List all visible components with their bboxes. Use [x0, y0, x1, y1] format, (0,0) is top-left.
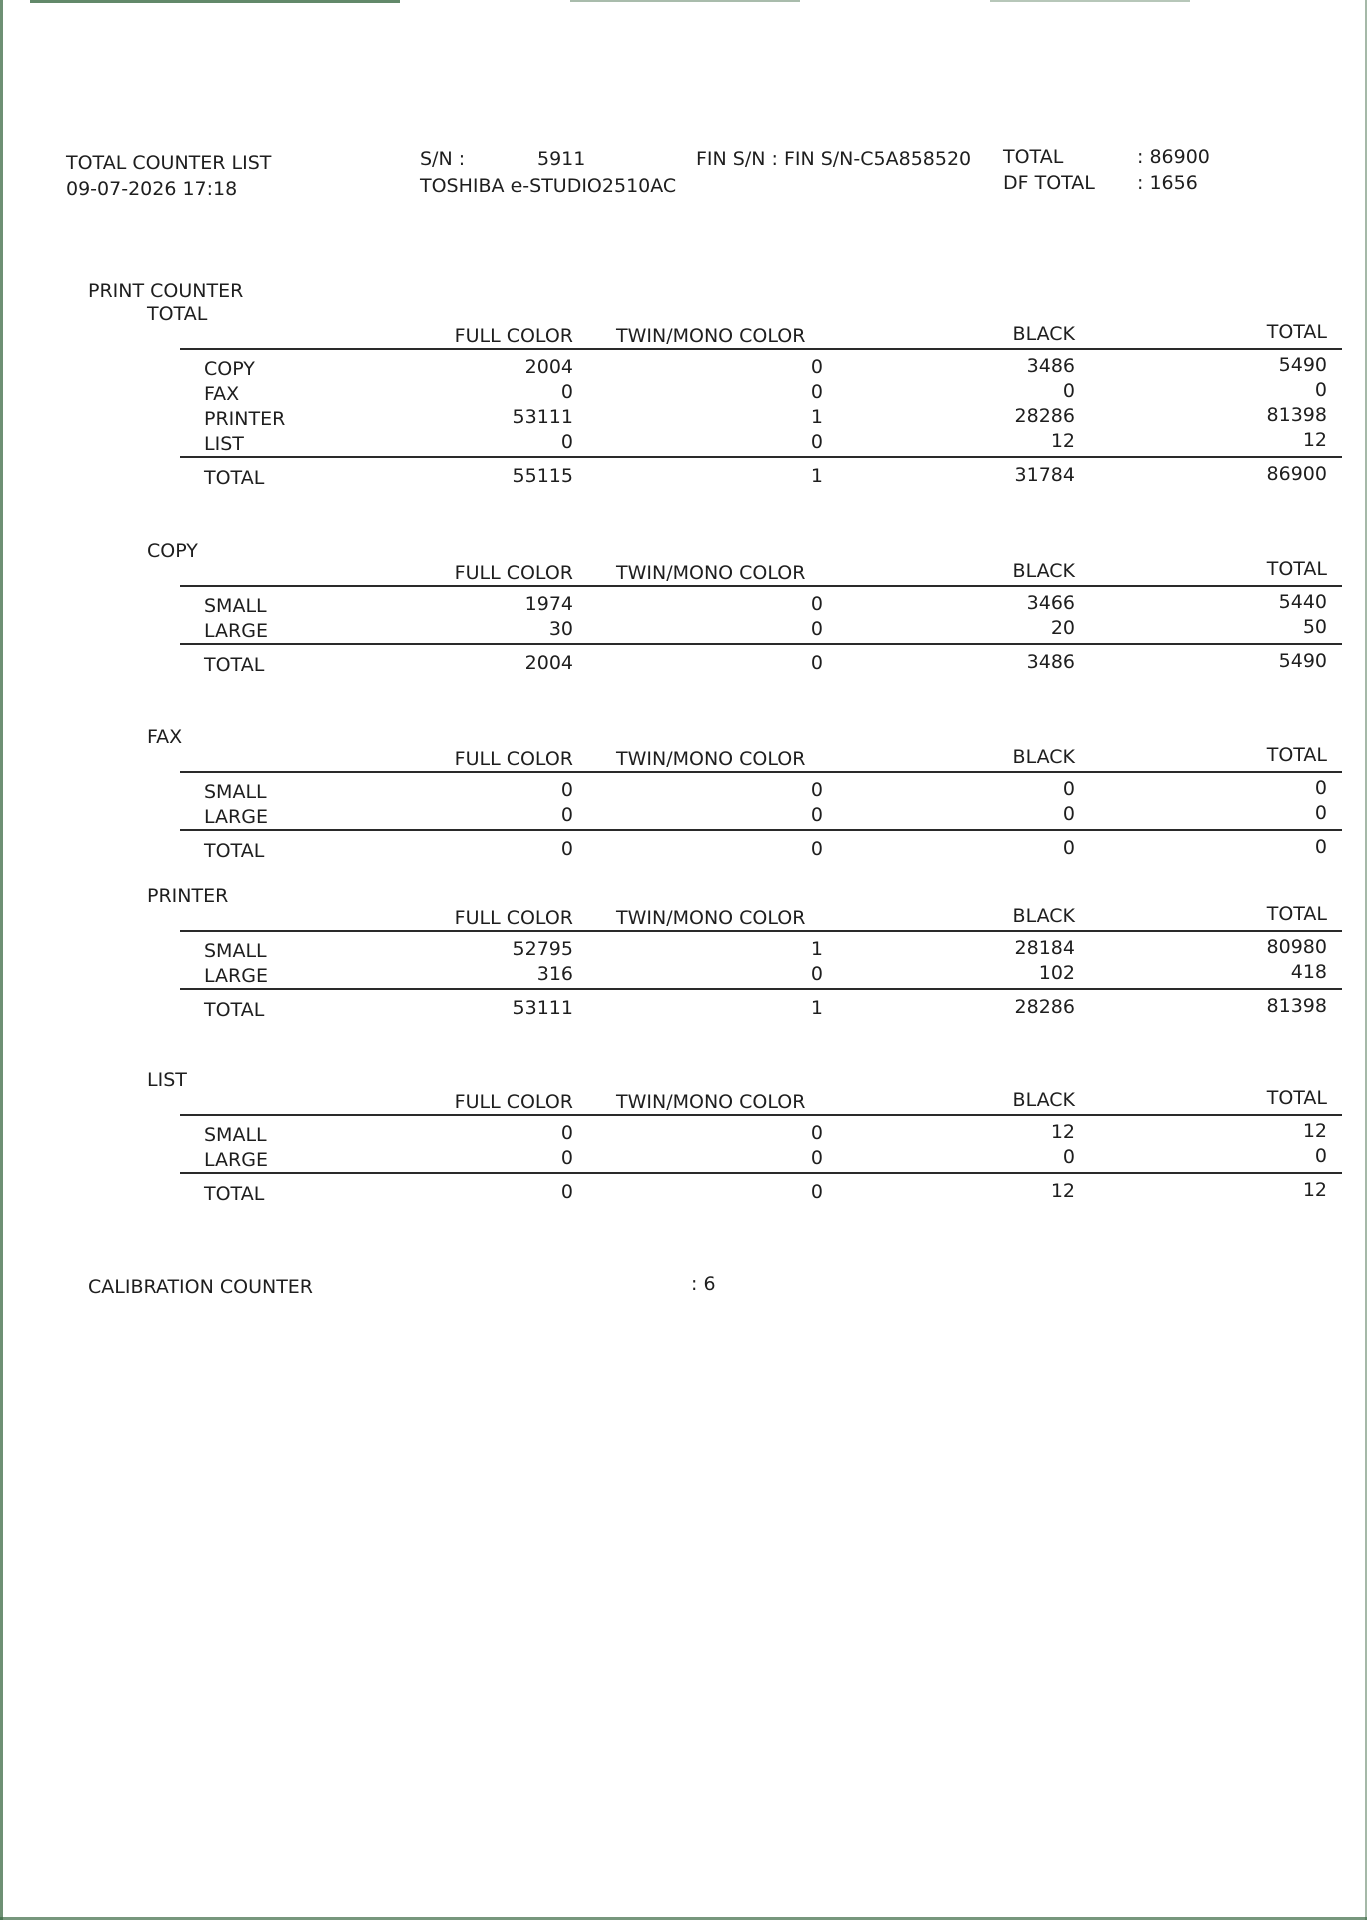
- counter-row-black: 28184: [1014, 937, 1075, 959]
- counter-sum-row-twin-mono-color: 0: [810, 1181, 823, 1203]
- counter-row-total: 418: [1290, 961, 1327, 983]
- scan-edge-top-segment: [990, 0, 1190, 2]
- header-rule: [180, 771, 1342, 773]
- counter-sum-row-twin-mono-color: 1: [810, 465, 823, 487]
- counter-sum-row-black: 12: [1050, 1180, 1075, 1202]
- counter-row-twin-mono-color: 1: [810, 406, 823, 428]
- column-header-total: TOTAL: [1266, 1087, 1327, 1109]
- counter-row-label: LARGE: [204, 965, 268, 987]
- counter-row-label: LIST: [204, 433, 244, 455]
- list-title: TOTAL COUNTER LIST: [66, 152, 272, 174]
- column-header-twin-mono-color: TWIN/MONO COLOR: [616, 325, 806, 347]
- counter-row-black: 3486: [1026, 355, 1075, 377]
- counter-row-twin-mono-color: 1: [810, 938, 823, 960]
- df-total-value: : 1656: [1137, 172, 1198, 194]
- counter-sum-row-label: TOTAL: [204, 840, 265, 862]
- counter-row-label: SMALL: [204, 1124, 267, 1146]
- counter-row-label: LARGE: [204, 620, 268, 642]
- header-total-label: TOTAL: [1003, 146, 1064, 168]
- serial-label: S/N :: [420, 148, 466, 170]
- counter-row-total: 0: [1314, 379, 1327, 401]
- counter-sum-row-total: 12: [1302, 1179, 1327, 1201]
- counter-row-total: 0: [1314, 777, 1327, 799]
- counter-sum-row-twin-mono-color: 0: [810, 838, 823, 860]
- header-rule: [180, 1114, 1342, 1116]
- counter-row-twin-mono-color: 0: [810, 356, 823, 378]
- print-datetime: 09-07-2026 17:18: [66, 178, 238, 200]
- column-header-total: TOTAL: [1266, 744, 1327, 766]
- copy-section: [147, 540, 1342, 700]
- fax-section: [147, 726, 1342, 886]
- column-header-twin-mono-color: TWIN/MONO COLOR: [616, 1091, 806, 1113]
- counter-sum-row-total: 86900: [1266, 463, 1327, 485]
- counter-row-twin-mono-color: 0: [810, 963, 823, 985]
- counter-row-total: 12: [1302, 429, 1327, 451]
- counter-row-full-color: 0: [560, 779, 573, 801]
- fax-section-title: FAX: [147, 726, 183, 748]
- column-header-full-color: FULL COLOR: [454, 325, 573, 347]
- calibration-counter-value: : 6: [691, 1273, 716, 1295]
- scan-edge-top: [30, 0, 400, 3]
- counter-row-full-color: 0: [560, 1122, 573, 1144]
- header-rule: [180, 348, 1342, 350]
- counter-sum-row-full-color: 53111: [512, 997, 573, 1019]
- counter-row-label: LARGE: [204, 1149, 268, 1171]
- counter-row-twin-mono-color: 0: [810, 618, 823, 640]
- column-header-full-color: FULL COLOR: [454, 907, 573, 929]
- printer-section-title: PRINTER: [147, 885, 229, 907]
- column-header-black: BLACK: [1012, 746, 1075, 768]
- counter-row-full-color: 0: [560, 804, 573, 826]
- counter-row-black: 0: [1062, 380, 1075, 402]
- column-header-twin-mono-color: TWIN/MONO COLOR: [616, 907, 806, 929]
- counter-row-full-color: 53111: [512, 406, 573, 428]
- counter-row-full-color: 0: [560, 381, 573, 403]
- counter-row-black: 0: [1062, 778, 1075, 800]
- counter-row-full-color: 2004: [524, 356, 573, 378]
- column-header-full-color: FULL COLOR: [454, 748, 573, 770]
- counter-sum-row-total: 81398: [1266, 995, 1327, 1017]
- header-rule: [180, 585, 1342, 587]
- counter-row-label: FAX: [204, 383, 240, 405]
- list-section: [147, 1069, 1342, 1229]
- counter-row-black: 20: [1050, 617, 1075, 639]
- counter-sum-row-full-color: 2004: [524, 652, 573, 674]
- column-header-twin-mono-color: TWIN/MONO COLOR: [616, 562, 806, 584]
- total-section: [147, 303, 1342, 489]
- counter-sum-row-total: 0: [1314, 836, 1327, 858]
- counter-sum-row-black: 0: [1062, 837, 1075, 859]
- column-header-twin-mono-color: TWIN/MONO COLOR: [616, 748, 806, 770]
- sum-rule: [180, 1172, 1342, 1174]
- counter-row-total: 0: [1314, 1145, 1327, 1167]
- sum-rule: [180, 643, 1342, 645]
- counter-row-full-color: 1974: [524, 593, 573, 615]
- counter-row-full-color: 30: [548, 618, 573, 640]
- counter-sum-row-full-color: 55115: [512, 465, 573, 487]
- column-header-full-color: FULL COLOR: [454, 562, 573, 584]
- counter-row-black: 102: [1038, 962, 1075, 984]
- column-header-full-color: FULL COLOR: [454, 1091, 573, 1113]
- df-total-label: DF TOTAL: [1003, 172, 1095, 194]
- counter-row-twin-mono-color: 0: [810, 1147, 823, 1169]
- counter-sum-row-black: 3486: [1026, 651, 1075, 673]
- printer-section: [147, 885, 1342, 1045]
- counter-row-black: 12: [1050, 1121, 1075, 1143]
- serial-value: 5911: [537, 148, 586, 170]
- counter-row-label: SMALL: [204, 595, 267, 617]
- counter-row-black: 28286: [1014, 405, 1075, 427]
- counter-row-full-color: 52795: [512, 938, 573, 960]
- counter-row-total: 0: [1314, 802, 1327, 824]
- copy-section-title: COPY: [147, 540, 198, 562]
- print-counter-title: PRINT COUNTER: [88, 280, 244, 302]
- column-header-total: TOTAL: [1266, 558, 1327, 580]
- counter-row-total: 80980: [1266, 936, 1327, 958]
- calibration-counter-label: CALIBRATION COUNTER: [88, 1276, 314, 1298]
- counter-row-twin-mono-color: 0: [810, 1122, 823, 1144]
- list-section-title: LIST: [147, 1069, 187, 1091]
- total-section-title: TOTAL: [147, 303, 208, 325]
- counter-sum-row-twin-mono-color: 1: [810, 997, 823, 1019]
- counter-row-twin-mono-color: 0: [810, 804, 823, 826]
- counter-row-total: 81398: [1266, 404, 1327, 426]
- counter-row-twin-mono-color: 0: [810, 431, 823, 453]
- counter-sum-row-total: 5490: [1278, 650, 1327, 672]
- counter-sum-row-black: 31784: [1014, 464, 1075, 486]
- sum-rule: [180, 829, 1342, 831]
- counter-row-label: COPY: [204, 358, 255, 380]
- counter-row-total: 5440: [1278, 591, 1327, 613]
- scan-edge-top-segment: [570, 0, 800, 2]
- counter-sum-row-label: TOTAL: [204, 999, 265, 1021]
- counter-row-label: PRINTER: [204, 408, 286, 430]
- column-header-total: TOTAL: [1266, 903, 1327, 925]
- column-header-black: BLACK: [1012, 905, 1075, 927]
- sum-rule: [180, 456, 1342, 458]
- counter-row-black: 12: [1050, 430, 1075, 452]
- counter-sum-row-label: TOTAL: [204, 654, 265, 676]
- counter-sum-row-label: TOTAL: [204, 467, 265, 489]
- header-total-value: : 86900: [1137, 146, 1210, 168]
- counter-sum-row-full-color: 0: [560, 838, 573, 860]
- counter-row-black: 3466: [1026, 592, 1075, 614]
- model-name: TOSHIBA e-STUDIO2510AC: [420, 175, 677, 197]
- header-rule: [180, 930, 1342, 932]
- counter-row-twin-mono-color: 0: [810, 593, 823, 615]
- finisher-serial: FIN S/N : FIN S/N-C5A858520: [696, 148, 972, 170]
- column-header-total: TOTAL: [1266, 321, 1327, 343]
- counter-row-black: 0: [1062, 803, 1075, 825]
- column-header-black: BLACK: [1012, 323, 1075, 345]
- counter-row-black: 0: [1062, 1146, 1075, 1168]
- counter-row-total: 12: [1302, 1120, 1327, 1142]
- counter-row-full-color: 316: [536, 963, 573, 985]
- counter-row-label: SMALL: [204, 940, 267, 962]
- counter-sum-row-black: 28286: [1014, 996, 1075, 1018]
- column-header-black: BLACK: [1012, 1089, 1075, 1111]
- counter-row-label: SMALL: [204, 781, 267, 803]
- scan-edge-left: [0, 0, 3, 1920]
- counter-row-total: 5490: [1278, 354, 1327, 376]
- counter-row-full-color: 0: [560, 1147, 573, 1169]
- counter-row-twin-mono-color: 0: [810, 381, 823, 403]
- counter-row-full-color: 0: [560, 431, 573, 453]
- column-header-black: BLACK: [1012, 560, 1075, 582]
- sum-rule: [180, 988, 1342, 990]
- counter-sum-row-label: TOTAL: [204, 1183, 265, 1205]
- counter-row-twin-mono-color: 0: [810, 779, 823, 801]
- counter-sum-row-twin-mono-color: 0: [810, 652, 823, 674]
- counter-sum-row-full-color: 0: [560, 1181, 573, 1203]
- counter-row-total: 50: [1302, 616, 1327, 638]
- counter-row-label: LARGE: [204, 806, 268, 828]
